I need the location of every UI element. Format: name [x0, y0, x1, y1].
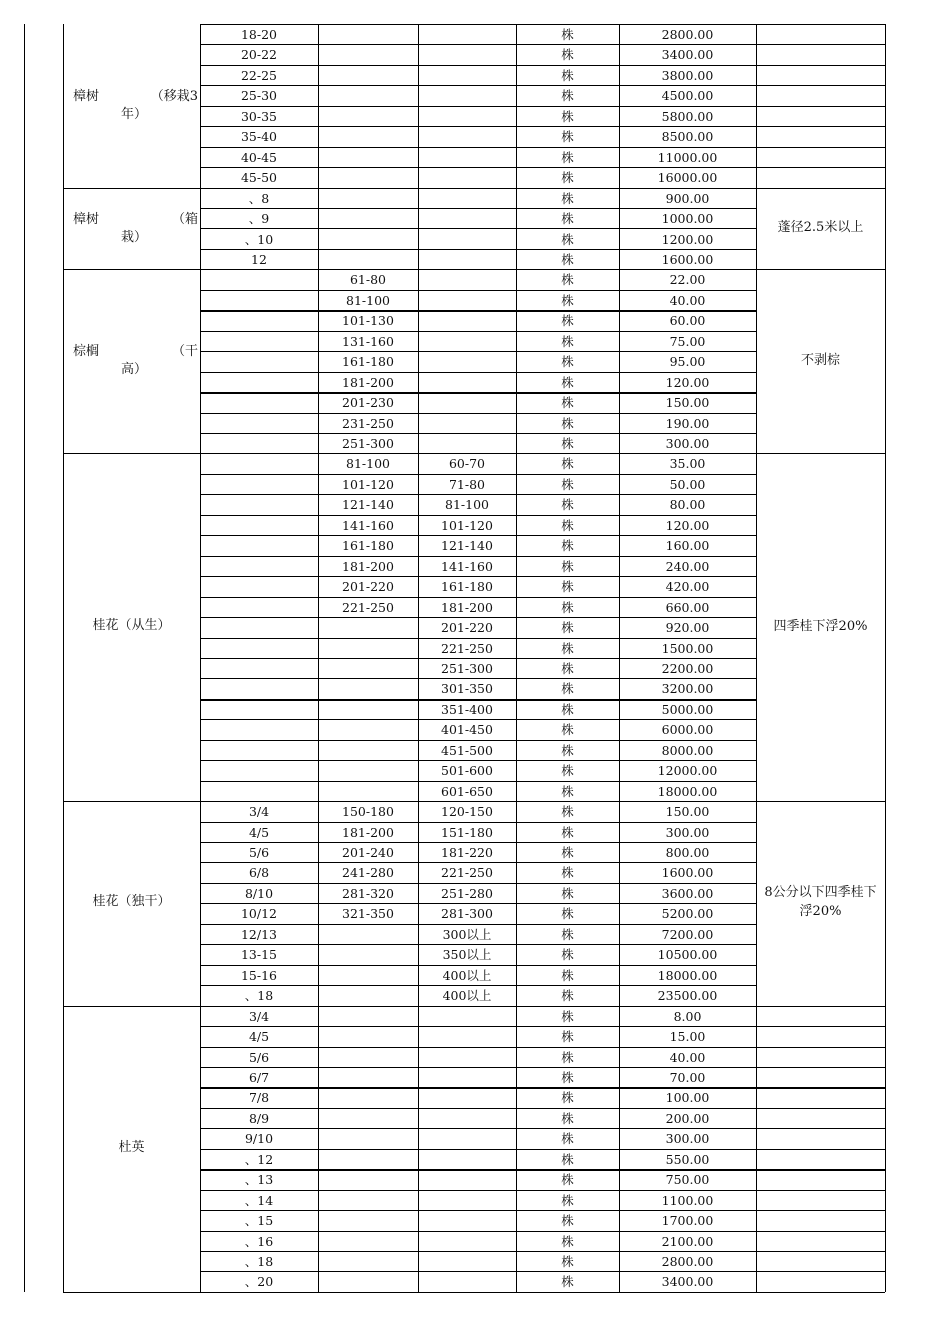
price-cell: 40.00: [669, 292, 706, 308]
price-cell: 4500.00: [661, 88, 714, 104]
price-cell: 120.00: [665, 517, 710, 533]
group-divider: [63, 453, 885, 454]
price-cell: 3400.00: [661, 1274, 714, 1290]
unit-cell: 株: [561, 620, 574, 636]
group-divider: [63, 269, 885, 270]
spec-c-cell: 601-650: [441, 783, 493, 799]
row-divider: [200, 290, 756, 291]
spec-b-cell: 201-240: [342, 845, 394, 860]
row-divider: [200, 1026, 885, 1027]
row-divider: [200, 1271, 885, 1272]
spec-a-cell: 、16: [244, 1233, 274, 1249]
spec-c-cell: 201-220: [441, 620, 493, 636]
row-divider: [200, 1169, 885, 1171]
price-cell: 150.00: [665, 804, 710, 820]
spec-b-cell: 231-250: [342, 415, 394, 431]
row-divider: [200, 924, 756, 925]
spec-c-cell: 251-280: [441, 885, 493, 901]
spec-c-cell: 151-180: [441, 824, 493, 840]
spec-b-cell: 181-200: [342, 824, 394, 840]
unit-cell: 株: [561, 1069, 574, 1085]
row-divider: [200, 228, 756, 229]
spec-c-cell: 101-120: [441, 517, 493, 533]
price-cell: 750.00: [665, 1172, 710, 1188]
price-cell: 1700.00: [661, 1213, 714, 1229]
spec-a-cell: 8/10: [244, 885, 274, 901]
unit-cell: 株: [561, 742, 574, 758]
price-cell: 60.00: [669, 313, 706, 329]
spec-b-cell: 61-80: [349, 272, 387, 288]
row-divider: [200, 126, 885, 127]
spec-a-cell: 30-35: [240, 108, 278, 124]
category-name-suffix: （箱: [171, 211, 198, 227]
spec-a-cell: 、18: [244, 988, 274, 1004]
row-divider: [200, 617, 756, 618]
unit-cell: 株: [561, 231, 574, 247]
price-cell: 900.00: [665, 190, 710, 206]
spec-a-cell: 、13: [244, 1172, 274, 1188]
spec-b-cell: 150-180: [342, 804, 394, 820]
unit-cell: 株: [561, 1029, 574, 1045]
unit-cell: 株: [561, 415, 574, 431]
spec-a-cell: 8/9: [248, 1110, 270, 1126]
row-divider: [200, 1128, 885, 1129]
spec-b-cell: 241-280: [342, 865, 394, 881]
category-name-suffix: （干: [171, 344, 198, 360]
unit-cell: 株: [561, 558, 574, 574]
unit-cell: 株: [561, 988, 574, 1004]
spec-a-cell: 5/6: [248, 845, 270, 860]
unit-cell: 株: [561, 129, 574, 145]
price-cell: 6000.00: [661, 722, 714, 738]
row-divider: [200, 1251, 885, 1252]
category-name-suffix-2: 高）: [121, 362, 148, 378]
category-name: 樟树: [73, 88, 100, 104]
remark-cell: 四季桂下浮20%: [773, 618, 868, 634]
price-cell: 23500.00: [657, 988, 718, 1004]
price-cell: 95.00: [669, 354, 706, 370]
row-divider: [200, 658, 756, 659]
column-border-6: [756, 24, 757, 1292]
row-divider: [200, 208, 756, 209]
row-divider: [200, 44, 885, 45]
spec-b-cell: 161-180: [342, 538, 394, 554]
spec-a-cell: 4/5: [248, 1029, 270, 1045]
price-cell: 920.00: [665, 620, 710, 636]
row-divider: [200, 944, 756, 945]
price-cell: 1200.00: [661, 231, 714, 247]
price-cell: 1600.00: [661, 865, 714, 881]
unit-cell: 株: [561, 436, 574, 451]
spec-a-cell: 7/8: [248, 1090, 270, 1106]
unit-cell: 株: [561, 1254, 574, 1269]
spec-a-cell: 12: [251, 251, 267, 267]
unit-cell: 株: [561, 579, 574, 595]
spec-b-cell: 251-300: [342, 436, 394, 451]
price-cell: 40.00: [669, 1049, 706, 1065]
price-cell: 3400.00: [661, 47, 714, 63]
spec-a-cell: 、8: [248, 190, 270, 206]
row-divider: [200, 1108, 885, 1109]
row-divider: [200, 985, 756, 986]
group-divider: [63, 1292, 885, 1293]
spec-b-cell: 161-180: [342, 354, 394, 370]
spec-b-cell: 281-320: [342, 885, 394, 901]
row-divider: [200, 719, 756, 720]
spec-c-cell: 251-300: [441, 660, 493, 676]
unit-cell: 株: [561, 27, 574, 42]
unit-cell: 株: [561, 272, 574, 288]
category-column-border: [63, 24, 64, 1292]
unit-cell: 株: [561, 783, 574, 799]
spec-a-cell: 、14: [244, 1192, 274, 1208]
spec-c-cell: 60-70: [448, 456, 486, 472]
remark-cell: 8公分以下四季桂下 浮20%: [764, 885, 877, 920]
price-cell: 18000.00: [657, 783, 718, 799]
price-cell: 2800.00: [661, 1254, 714, 1269]
remark-cell: 蓬径2.5米以上: [777, 220, 864, 235]
price-cell: 3800.00: [661, 67, 714, 83]
unit-cell: 株: [561, 599, 574, 615]
spec-b-cell: 81-100: [346, 456, 390, 472]
price-cell: 660.00: [665, 599, 710, 615]
price-cell: 50.00: [669, 476, 706, 492]
spec-c-cell: 350以上: [442, 947, 492, 963]
price-cell: 3600.00: [661, 885, 714, 901]
spec-a-cell: 3/4: [248, 1008, 270, 1024]
price-cell: 420.00: [665, 579, 710, 595]
price-cell: 300.00: [665, 824, 710, 840]
unit-cell: 株: [561, 1008, 574, 1024]
row-divider: [200, 1190, 885, 1191]
category-name-suffix-2: 年）: [121, 106, 148, 122]
left-border: [24, 24, 25, 1292]
spec-c-cell: 400以上: [442, 988, 492, 1004]
price-cell: 2100.00: [661, 1233, 714, 1249]
unit-cell: 株: [561, 149, 574, 165]
spec-b-cell: 81-100: [346, 292, 390, 308]
spec-a-cell: 、9: [248, 211, 270, 227]
row-divider: [200, 1210, 885, 1211]
unit-cell: 株: [561, 1274, 574, 1290]
spec-b-cell: 141-160: [342, 517, 394, 533]
price-cell: 11000.00: [657, 149, 718, 165]
price-cell: 1100.00: [661, 1192, 714, 1208]
unit-cell: 株: [561, 660, 574, 676]
unit-cell: 株: [561, 845, 574, 860]
row-divider: [200, 1087, 885, 1089]
unit-cell: 株: [561, 701, 574, 717]
spec-c-cell: 221-250: [441, 865, 493, 881]
price-cell: 35.00: [669, 456, 706, 472]
column-border-7: [885, 24, 886, 1292]
spec-a-cell: 25-30: [240, 88, 278, 104]
spec-b-cell: 181-200: [342, 558, 394, 574]
unit-cell: 株: [561, 251, 574, 267]
unit-cell: 株: [561, 1192, 574, 1208]
spec-a-cell: 22-25: [240, 67, 278, 83]
category-name: 桂花（独干）: [92, 894, 171, 910]
unit-cell: 株: [561, 681, 574, 697]
category-name: 桂花（从生）: [92, 618, 171, 634]
row-divider: [200, 1047, 885, 1048]
spec-a-cell: 、18: [244, 1254, 274, 1269]
spec-c-cell: 301-350: [441, 681, 493, 697]
row-divider: [200, 474, 756, 475]
unit-cell: 株: [561, 947, 574, 963]
price-cell: 2800.00: [661, 27, 714, 42]
spec-a-cell: 35-40: [240, 129, 278, 145]
price-cell: 200.00: [665, 1110, 710, 1126]
row-divider: [200, 515, 756, 516]
row-divider: [200, 372, 756, 373]
price-cell: 1000.00: [661, 211, 714, 227]
unit-cell: 株: [561, 1090, 574, 1106]
spec-a-cell: 6/8: [248, 865, 270, 881]
row-divider: [200, 167, 885, 168]
row-divider: [200, 842, 756, 843]
unit-cell: 株: [561, 497, 574, 513]
price-cell: 240.00: [665, 558, 710, 574]
row-divider: [200, 249, 756, 250]
unit-cell: 株: [561, 190, 574, 206]
unit-cell: 株: [561, 170, 574, 186]
price-cell: 150.00: [665, 395, 710, 411]
price-cell: 7200.00: [661, 926, 714, 942]
row-divider: [200, 822, 756, 823]
spec-c-cell: 351-400: [441, 701, 493, 717]
row-divider: [200, 1149, 885, 1150]
spec-c-cell: 401-450: [441, 722, 493, 738]
unit-cell: 株: [561, 211, 574, 227]
unit-cell: 株: [561, 313, 574, 329]
row-divider: [200, 494, 756, 495]
unit-cell: 株: [561, 967, 574, 983]
row-divider: [200, 638, 756, 639]
spec-a-cell: 45-50: [240, 170, 278, 186]
spec-a-cell: 、20: [244, 1274, 274, 1290]
price-cell: 120.00: [665, 374, 710, 390]
row-divider: [200, 147, 885, 148]
spec-b-cell: 321-350: [342, 906, 394, 922]
unit-cell: 株: [561, 885, 574, 901]
row-divider: [200, 413, 756, 414]
row-divider: [200, 351, 756, 352]
price-cell: 160.00: [665, 538, 710, 554]
unit-cell: 株: [561, 333, 574, 349]
spec-c-cell: 181-200: [441, 599, 493, 615]
unit-cell: 株: [561, 804, 574, 820]
spec-a-cell: 4/5: [248, 824, 270, 840]
spec-a-cell: 20-22: [240, 47, 278, 63]
unit-cell: 株: [561, 824, 574, 840]
spec-a-cell: 18-20: [240, 27, 278, 42]
row-divider: [200, 556, 756, 557]
group-divider: [63, 1006, 885, 1007]
row-divider: [200, 85, 885, 86]
row-divider: [200, 433, 756, 434]
spec-b-cell: 131-160: [342, 333, 394, 349]
spec-a-cell: 3/4: [248, 804, 270, 820]
price-cell: 550.00: [665, 1151, 710, 1167]
price-cell: 3200.00: [661, 681, 714, 697]
unit-cell: 株: [561, 395, 574, 411]
spec-b-cell: 121-140: [342, 497, 394, 513]
row-divider: [200, 1067, 885, 1068]
price-cell: 5000.00: [661, 701, 714, 717]
category-name: 杜英: [118, 1139, 145, 1155]
unit-cell: 株: [561, 926, 574, 942]
price-cell: 8500.00: [661, 129, 714, 145]
row-divider: [200, 883, 756, 884]
row-divider: [200, 331, 756, 332]
spec-b-cell: 201-220: [342, 579, 394, 595]
price-cell: 100.00: [665, 1090, 710, 1106]
unit-cell: 株: [561, 1172, 574, 1188]
row-divider: [200, 576, 756, 577]
spec-a-cell: 15-16: [240, 967, 278, 983]
price-cell: 300.00: [665, 1131, 710, 1147]
unit-cell: 株: [561, 67, 574, 83]
spec-b-cell: 221-250: [342, 599, 394, 615]
spec-c-cell: 71-80: [448, 476, 486, 492]
unit-cell: 株: [561, 1213, 574, 1229]
unit-cell: 株: [561, 640, 574, 656]
row-divider: [200, 781, 756, 782]
price-cell: 300.00: [665, 436, 710, 451]
unit-cell: 株: [561, 1233, 574, 1249]
spec-a-cell: 6/7: [248, 1069, 270, 1085]
row-divider: [200, 535, 756, 536]
category-name-suffix-2: 栽）: [121, 229, 148, 245]
unit-cell: 株: [561, 108, 574, 124]
spec-a-cell: 5/6: [248, 1049, 270, 1065]
row-divider: [200, 678, 756, 679]
price-cell: 75.00: [669, 333, 706, 349]
spec-c-cell: 81-100: [445, 497, 489, 513]
unit-cell: 株: [561, 763, 574, 779]
price-cell: 5800.00: [661, 108, 714, 124]
unit-cell: 株: [561, 292, 574, 308]
row-divider: [200, 862, 756, 863]
price-cell: 18000.00: [657, 967, 718, 983]
spec-c-cell: 141-160: [441, 558, 493, 574]
row-divider: [200, 106, 885, 107]
spec-c-cell: 121-140: [441, 538, 493, 554]
table-top-border: [200, 24, 885, 25]
price-cell: 12000.00: [657, 763, 718, 779]
row-divider: [200, 65, 885, 66]
price-cell: 70.00: [669, 1069, 706, 1085]
spec-c-cell: 300以上: [442, 926, 492, 942]
spec-c-cell: 501-600: [441, 763, 493, 779]
row-divider: [200, 392, 756, 394]
category-name: 樟树: [73, 211, 100, 227]
price-cell: 190.00: [665, 415, 710, 431]
price-cell: 16000.00: [657, 170, 718, 186]
row-divider: [200, 1231, 885, 1232]
price-cell: 1600.00: [661, 251, 714, 267]
spec-a-cell: 40-45: [240, 149, 278, 165]
price-cell: 8000.00: [661, 742, 714, 758]
spec-a-cell: 13-15: [240, 947, 278, 963]
spec-c-cell: 281-300: [441, 906, 493, 922]
row-divider: [200, 903, 756, 904]
spec-a-cell: 9/10: [244, 1131, 274, 1147]
spec-c-cell: 400以上: [442, 967, 492, 983]
spec-b-cell: 181-200: [342, 374, 394, 390]
spec-a-cell: 12/13: [240, 926, 278, 942]
price-cell: 15.00: [669, 1029, 706, 1045]
group-divider: [63, 188, 885, 189]
price-cell: 2200.00: [661, 660, 714, 676]
unit-cell: 株: [561, 538, 574, 554]
row-divider: [200, 597, 756, 598]
category-name-suffix: （移栽3: [150, 88, 198, 104]
spec-a-cell: 、15: [244, 1213, 274, 1229]
spec-a-cell: 、10: [244, 231, 274, 247]
unit-cell: 株: [561, 1110, 574, 1126]
spec-a-cell: 10/12: [240, 906, 278, 922]
row-divider: [200, 699, 756, 701]
unit-cell: 株: [561, 1131, 574, 1147]
spec-c-cell: 161-180: [441, 579, 493, 595]
price-cell: 5200.00: [661, 906, 714, 922]
spec-c-cell: 181-220: [441, 845, 493, 860]
spec-b-cell: 101-130: [342, 313, 394, 329]
unit-cell: 株: [561, 354, 574, 370]
row-divider: [200, 760, 756, 761]
unit-cell: 株: [561, 722, 574, 738]
spec-a-cell: 、12: [244, 1151, 274, 1167]
spec-b-cell: 201-230: [342, 395, 394, 411]
unit-cell: 株: [561, 476, 574, 492]
unit-cell: 株: [561, 456, 574, 472]
row-divider: [200, 965, 756, 966]
spec-c-cell: 221-250: [441, 640, 493, 656]
unit-cell: 株: [561, 1151, 574, 1167]
unit-cell: 株: [561, 47, 574, 63]
unit-cell: 株: [561, 1049, 574, 1065]
unit-cell: 株: [561, 88, 574, 104]
unit-cell: 株: [561, 517, 574, 533]
spec-c-cell: 120-150: [441, 804, 493, 820]
unit-cell: 株: [561, 865, 574, 881]
spec-c-cell: 451-500: [441, 742, 493, 758]
price-cell: 8.00: [673, 1008, 702, 1024]
price-cell: 1500.00: [661, 640, 714, 656]
category-name: 棕榈: [73, 344, 100, 360]
price-cell: 800.00: [665, 845, 710, 860]
price-cell: 10500.00: [657, 947, 718, 963]
unit-cell: 株: [561, 906, 574, 922]
unit-cell: 株: [561, 374, 574, 390]
row-divider: [200, 310, 756, 312]
row-divider: [200, 740, 756, 741]
remark-cell: 不剥棕: [800, 352, 840, 368]
price-cell: 22.00: [669, 272, 706, 288]
price-cell: 80.00: [669, 497, 706, 513]
spec-b-cell: 101-120: [342, 476, 394, 492]
group-divider: [63, 801, 885, 802]
